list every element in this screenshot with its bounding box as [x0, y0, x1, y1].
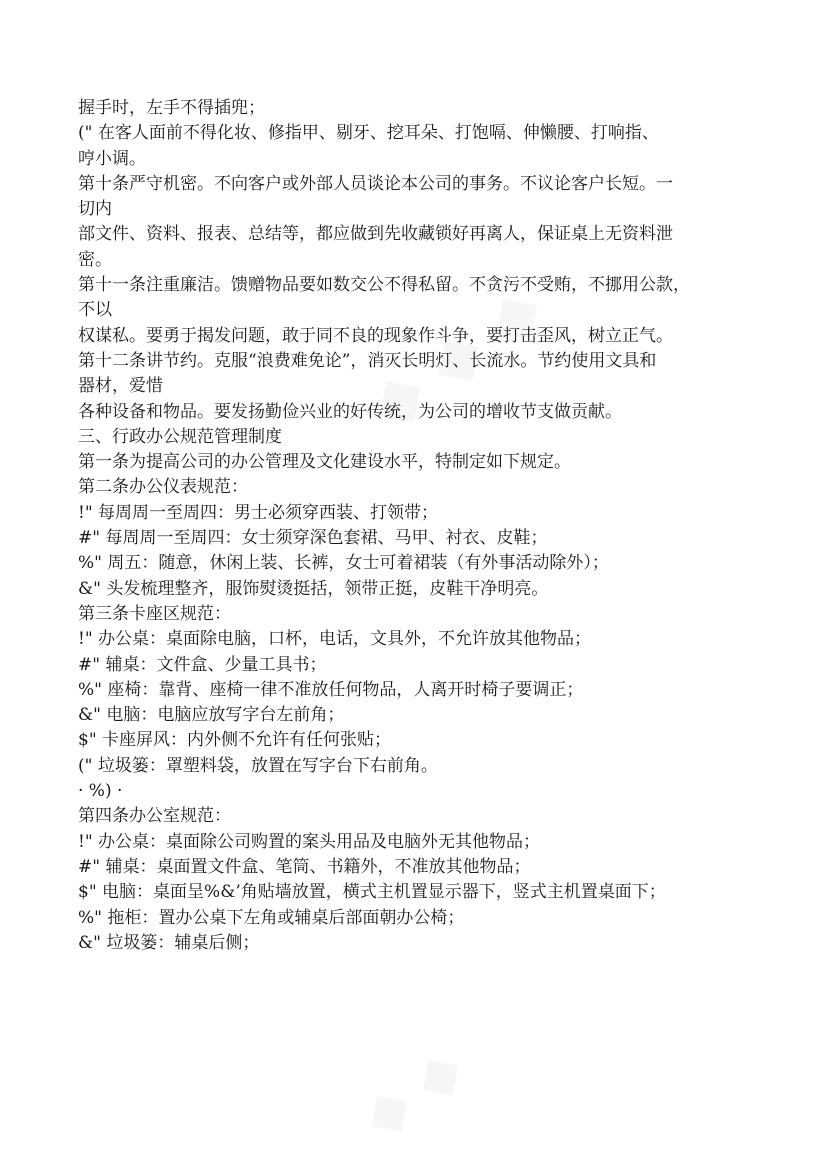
text-line: 第三条卡座区规范：: [78, 603, 231, 624]
list-item: $" 卡座屏风：内外侧不允许有任何张贴；: [78, 730, 392, 751]
document-body: [78, 96, 768, 956]
text-line: (" 在客人面前不得化妆、修指甲、剔牙、挖耳朵、打饱嗝、伸懒腰、打响指、: [78, 123, 659, 144]
text-line: 第二条办公仪表规范：: [78, 477, 248, 498]
list-item: %" 周五：随意，休闲上装、长裤，女士可着裙装（有外事活动除外）；: [78, 553, 609, 574]
text-line: 密。: [78, 249, 112, 270]
text-line: 第十条严守机密。不向客户或外部人员谈论本公司的事务。不议论客户长短。一: [78, 173, 673, 194]
text-line: 切内: [78, 199, 112, 220]
text-line: 第十一条注重廉洁。馈赠物品要如数交公不得私留。不贪污不受贿，不挪用公款，: [78, 275, 690, 296]
list-item: $" 电脑：桌面呈%&’角贴墙放置，横式主机置显示器下，竖式主机置桌面下；: [78, 882, 666, 903]
list-item: &" 电脑：电脑应放写字台左前角；: [78, 705, 345, 726]
page-number: · %) ·: [78, 781, 123, 802]
list-item: !" 办公桌：桌面除电脑，口杯，电话，文具外，不允许放其他物品；: [78, 629, 592, 650]
text-line: 部文件、资料、报表、总结等，都应做到先收藏锁好再离人，保证桌上无资料泄: [78, 224, 673, 245]
text-line: 第四条办公室规范：: [78, 806, 231, 827]
list-item: #" 每周周一至周四：女士须穿深色套裙、马甲、衬衣、皮鞋；: [78, 528, 548, 549]
list-item: #" 辅桌：桌面置文件盒、笔筒、书籍外，不准放其他物品；: [78, 856, 531, 877]
list-item: %" 座椅：靠背、座椅一律不准放任何物品，人离开时椅子要调正；: [78, 679, 584, 700]
text-line: 握手时，左手不得插兜；: [78, 98, 265, 118]
list-item: #" 辅桌：文件盒、少量工具书；: [78, 654, 327, 675]
text-line: 哼小调。: [78, 148, 146, 169]
text-line: 第一条为提高公司的办公管理及文化建设水平，特制定如下规定。: [78, 452, 571, 473]
list-item: %" 拖柜：置办公桌下左角或辅桌后部面朝办公椅；: [78, 907, 465, 928]
text-line: 器材，爱惜: [78, 376, 163, 397]
list-item: (" 垃圾篓：罩塑料袋，放置在写字台下右前角。: [78, 755, 438, 776]
text-line: 不以: [78, 300, 112, 321]
list-item: &" 垃圾篓：辅桌后侧；: [78, 932, 260, 953]
text-line: 第十二条讲节约。克服“浪费难免论”，消灭长明灯、长流水。节约使用文具和: [78, 350, 657, 371]
text-line: 各种设备和物品。要发扬勤俭兴业的好传统，为公司的增收节支做贡献。: [78, 401, 622, 422]
list-item: !" 办公桌：桌面除公司购置的案头用品及电脑外无其他物品；: [78, 831, 541, 852]
section-heading: 三、行政办公规范管理制度: [78, 426, 282, 447]
text-line: 权谋私。要勇于揭发问题，敢于同不良的现象作斗争，要打击歪风，树立正气。: [78, 325, 673, 346]
list-item: !" 每周周一至周四：男士必须穿西装、打领带；: [78, 502, 439, 523]
list-item: &" 头发梳理整齐，服饰熨烫挺括，领带正挺，皮鞋干净明亮。: [78, 578, 549, 599]
watermark: [351, 1036, 475, 1150]
